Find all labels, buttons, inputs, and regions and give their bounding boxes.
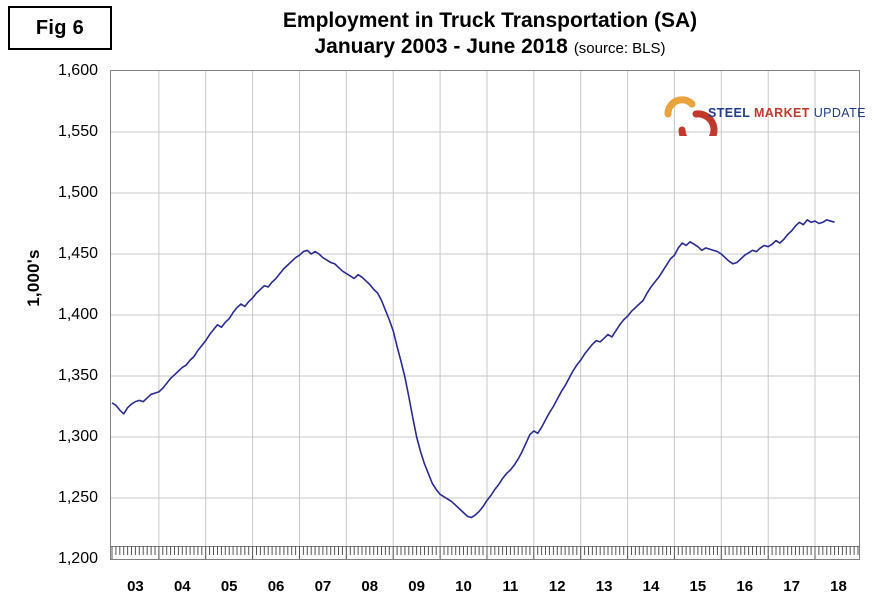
y-axis-tick-labels [0,62,104,567]
y-tick-label: 1,400 [57,306,98,323]
y-tick-label: 1,550 [57,123,98,140]
x-tick-label: 07 [314,578,332,595]
x-axis-tick-labels [110,578,860,602]
x-tick-label: 16 [736,578,754,595]
x-tick-label: 17 [783,578,800,595]
y-tick-label: 1,600 [57,62,98,79]
y-tick-label: 1,350 [57,367,98,384]
x-tick-label: 18 [830,578,847,595]
y-tick-label: 1,250 [57,489,98,506]
chart-title-block [120,8,860,62]
x-tick-label: 05 [220,578,238,595]
x-tick-label: 04 [173,578,191,595]
chart-title-daterange: January 2003 - June 2018 [314,35,568,58]
logo-word-update: UPDATE [813,106,866,120]
y-axis-title: 1,000's [24,249,43,307]
x-axis-ticks [110,546,860,560]
x-tick-label: 13 [595,578,613,595]
logo-wordmark [708,106,866,120]
x-tick-label: 11 [502,578,519,595]
y-tick-label: 1,450 [57,245,98,262]
x-tick-label: 09 [408,578,425,595]
figure-label: Fig 6 [35,16,85,39]
y-tick-label: 1,500 [57,184,98,201]
figure-label-box [8,6,112,50]
x-tick-label: 15 [689,578,707,595]
x-tick-label: 12 [548,578,566,595]
chart-svg [111,71,859,559]
x-tick-label: 10 [455,578,472,595]
x-axis-tick-strip [110,546,860,560]
chart-source-label: (source: BLS) [573,40,666,57]
chart-title-line1: Employment in Truck Transportation (SA) [282,9,698,32]
plot-area [110,70,860,560]
x-tick-label: 06 [267,578,285,595]
chart-title-line2 [120,34,860,62]
x-tick-label: 14 [642,578,660,595]
y-tick-label: 1,300 [57,428,98,445]
logo-word-market: MARKET [753,106,810,120]
x-tick-label: 08 [361,578,379,595]
y-tick-label: 1,200 [57,550,98,567]
x-tick-label: 03 [127,578,144,595]
logo-word-steel: STEEL [708,106,751,120]
steel-market-update-logo [660,92,866,136]
